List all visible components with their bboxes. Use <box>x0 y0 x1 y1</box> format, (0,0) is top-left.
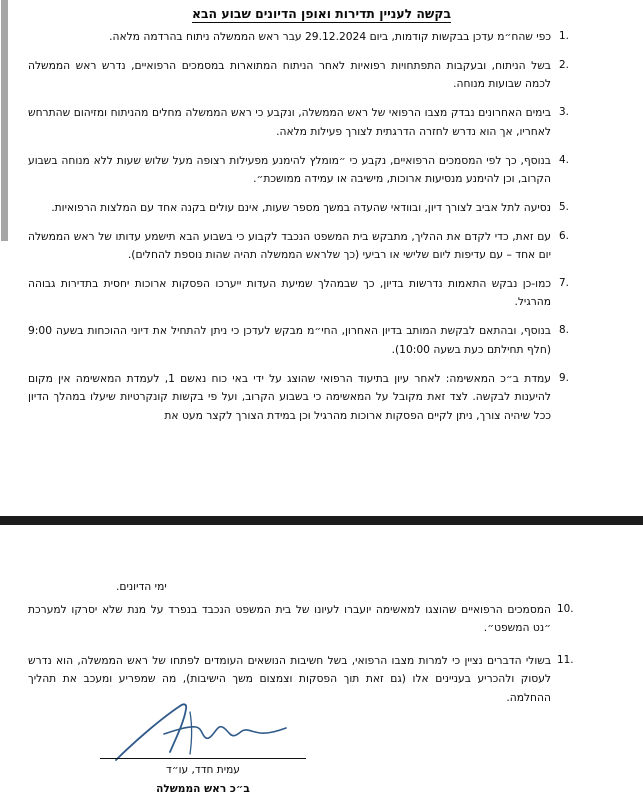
scrollbar-track[interactable] <box>0 0 9 800</box>
clause-number: 4. <box>559 153 569 166</box>
clause-item <box>28 370 583 425</box>
signer-role: ב״כ ראש הממשלה <box>156 783 250 795</box>
clause-text: עם זאת, כדי לקדם את ההליך, מתבקש בית המשפט הנכבד לקבוע כי בשבוע הבא תישמע עדותו של ראש הממשלה יום אחד – עם עדיפות ליום שלישי או רביעי (כך שלראש הממשלה תהיה שהות נוספת להחלים). <box>28 229 551 262</box>
clause-number: 7. <box>559 277 569 290</box>
clause-continuation-text: ימי הדיונים. <box>116 580 167 593</box>
clause-item <box>28 322 583 359</box>
clause-item <box>28 275 583 312</box>
clause-text: בימים האחרונים נבדק מצבו הרפואי של ראש הממשלה, ונקבע כי ראש הממשלה מחלים מהניתוח ומזיהום שהתרחש לאחריו, אך הוא נדרש לחזרה הדרגתית לצורך פעילות מלאה. <box>28 106 551 138</box>
clause-text: נסיעה לתל אביב לצורך דיון, ובוודאי שהעדה במשך מספר שעות, אינם עולים בקנה אחד עם המלצות הרפואיות. <box>51 200 551 214</box>
clause-item <box>28 228 583 265</box>
clause-text: כפי שהח״מ עדכן בבקשות קודמות, ביום 29.12.2024 עבר ראש הממשלה ניתוח בהרדמה מלאה. <box>109 30 551 43</box>
clause-item <box>28 104 583 141</box>
clause-number: 1. <box>559 30 569 42</box>
scrollbar-thumb[interactable] <box>1 0 8 241</box>
clause-list-part-two <box>28 601 583 721</box>
clause-number: 3. <box>559 106 569 119</box>
clause-item <box>28 28 583 46</box>
clause-text: המסמכים הרפואיים שהוצגו למאשימה יועברו לעיונו של בית המשפט הנכבד בנפרד על מנת שלא יסרקו למערכת ״נט המשפט״. <box>28 603 551 635</box>
clause-item <box>28 199 583 217</box>
page-title <box>0 6 643 22</box>
clause-text: בנוסף, ובהתאם לבקשת המותב בדיון האחרון, החי״מ מבקש לעדכן כי ניתן להתחיל את דיוני ההוכחות בשעה 9:00 (חלף תחילתם כעת בשעה 10:00). <box>28 324 551 356</box>
clause-number: 2. <box>559 58 569 71</box>
clause-number: 9. <box>559 371 569 384</box>
clause-item <box>28 152 583 189</box>
clause-number: 11. <box>557 653 574 666</box>
clause-text: כמו-כן נבקש התאמות נדרשות בדיון, כך שבמהלך שמיעת העדות ייערכו הפסקות ארוכות יחסית בתדירות גבוהה מהרגיל. <box>28 277 551 309</box>
clause-number: 6. <box>559 229 569 242</box>
clause-number: 8. <box>559 324 569 337</box>
clause-text: בנוסף, כך לפי המסמכים הרפואיים, נקבע כי ״מומלץ להימנע מפעילות רצופה מעל שלוש שעות ללא מנוחה בשבוע הקרוב, וכן להימנע מנסיעות ארוכות, מישיבה או עמידה ממושכת״. <box>28 153 551 185</box>
signer-name: עמית חדד, עו״ד <box>166 764 240 776</box>
clause-number: 5. <box>559 200 569 213</box>
clause-list-part-one <box>28 28 583 435</box>
signature-rule <box>100 758 306 759</box>
page-title-text: בקשה לעניין תדירות ואופן הדיונים שבוע הבא <box>191 6 452 21</box>
clause-number: 10. <box>557 603 574 615</box>
clause-text: בשל הניתוח, ובעקבות התפתחויות רפואיות לאחר הניתוח המתוארות במסמכים הרפואיים, נדרש ראש הממשלה לכמה שבועות מנוחה. <box>28 58 551 91</box>
clause-text: עמדת ב״כ המאשימה: לאחר עיון בתיעוד הרפואי שהוצג על ידי באי כוח נאשם 1, לעמדת המאשימה אין מקום להיענות לבקשה. לצד זאת מקובל על המאשימה כי בשבוע הקרוב, ועל פי בקשות קונקרטיות שיעלו במהלך הדיון ככל שיהיה צורך, ניתן לקיים הפסקות ארוכות מהרגיל וכן במידת הצורך לקצר מעט את <box>28 371 552 422</box>
page-break-separator <box>0 516 643 525</box>
clause-item <box>28 652 583 707</box>
clause-item <box>28 57 583 94</box>
clause-text: בשולי הדברים נציין כי למרות מצבו הרפואי, בשל חשיבות הנושאים העומדים לפתחו של ראש הממשלה, הוא נדרש לעסוק ולהכריע בעניינים אלו (גם זאת תוך הפסקות וצמצום משך הישיבות), מה שמפריע ומעכב את תהליך ההחלמה. <box>28 653 551 704</box>
clause-item <box>28 601 583 638</box>
